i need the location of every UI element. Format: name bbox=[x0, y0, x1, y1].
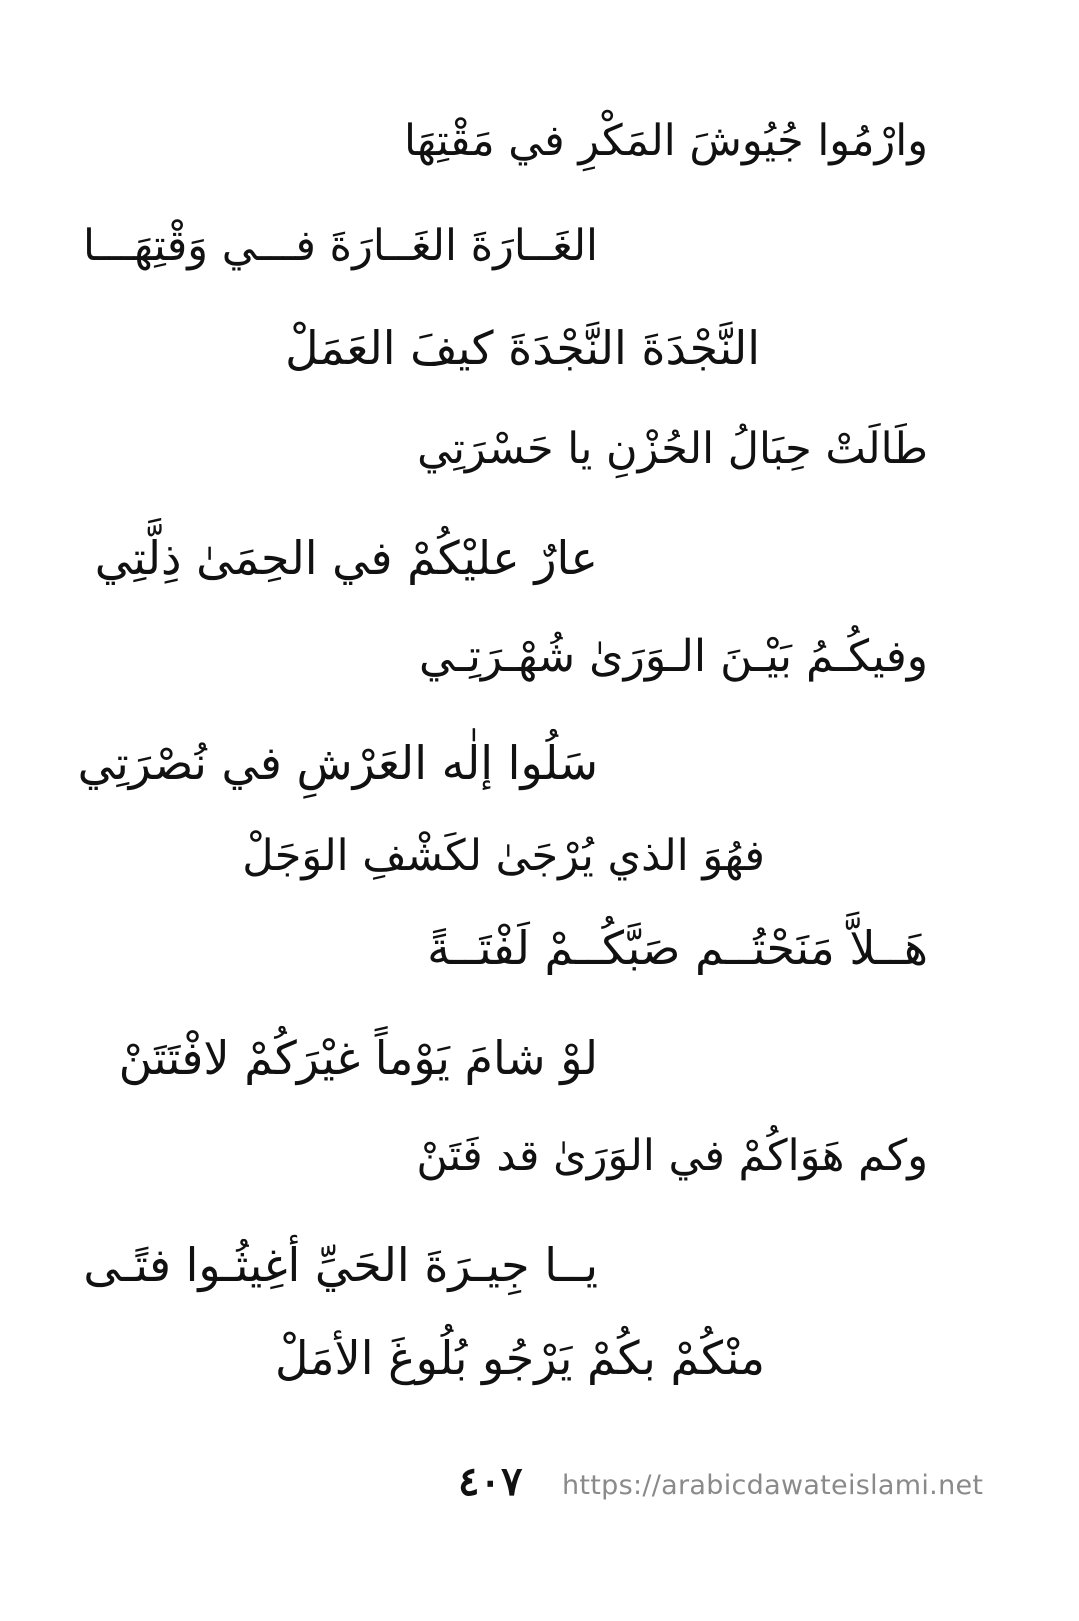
poem-line-11: وكم هَوَاكُمْ في الوَرَىٰ قد فَتَنْ bbox=[416, 1131, 928, 1181]
poem-line-6: وفيكُـمُ بَيْـنَ الـوَرَىٰ شُهْـرَتِـي bbox=[419, 631, 928, 682]
poem-line-5: عارٌ عليْكُمْ في الحِمَىٰ ذِلَّتِي bbox=[94, 531, 598, 585]
poem-line-3: النَّجْدَةَ النَّجْدَةَ كيفَ العَمَلْ bbox=[285, 321, 760, 375]
poem-line-2: الغَــارَةَ الغَــارَةَ فـــي وَقْتِهَـــا bbox=[83, 221, 598, 271]
page-number: ٤٠٧ bbox=[458, 1458, 523, 1505]
poem-line-12: يــا جِيـرَةَ الحَيِّ أغِيثُـوا فتًـى bbox=[83, 1238, 598, 1292]
poem-line-13: منْكُمْ بكُمْ يَرْجُو بُلُوغَ الأمَلْ bbox=[275, 1331, 765, 1385]
poem-line-10: لوْ شامَ يَوْماً غيْرَكُمْ لافْتَتَنْ bbox=[118, 1031, 598, 1085]
poem-line-7: سَلُوا إلٰه العَرْشِ في نُصْرَتِي bbox=[77, 736, 598, 790]
watermark-url: https://arabicdawateislami.net bbox=[562, 1470, 984, 1501]
poem-line-9: هَــلاَّ مَنَحْتُــم صَبَّكُــمْ لَفْتَــةً bbox=[427, 921, 928, 975]
poem-line-4: طَالَتْ حِبَالُ الحُزْنِ يا حَسْرَتِي bbox=[417, 424, 928, 474]
poem-line-8: فهُوَ الذي يُرْجَىٰ لكَشْفِ الوَجَلْ bbox=[242, 831, 765, 881]
poem-line-1: وارْمُوا جُيُوشَ المَكْرِ في مَقْتِهَا bbox=[403, 116, 928, 166]
